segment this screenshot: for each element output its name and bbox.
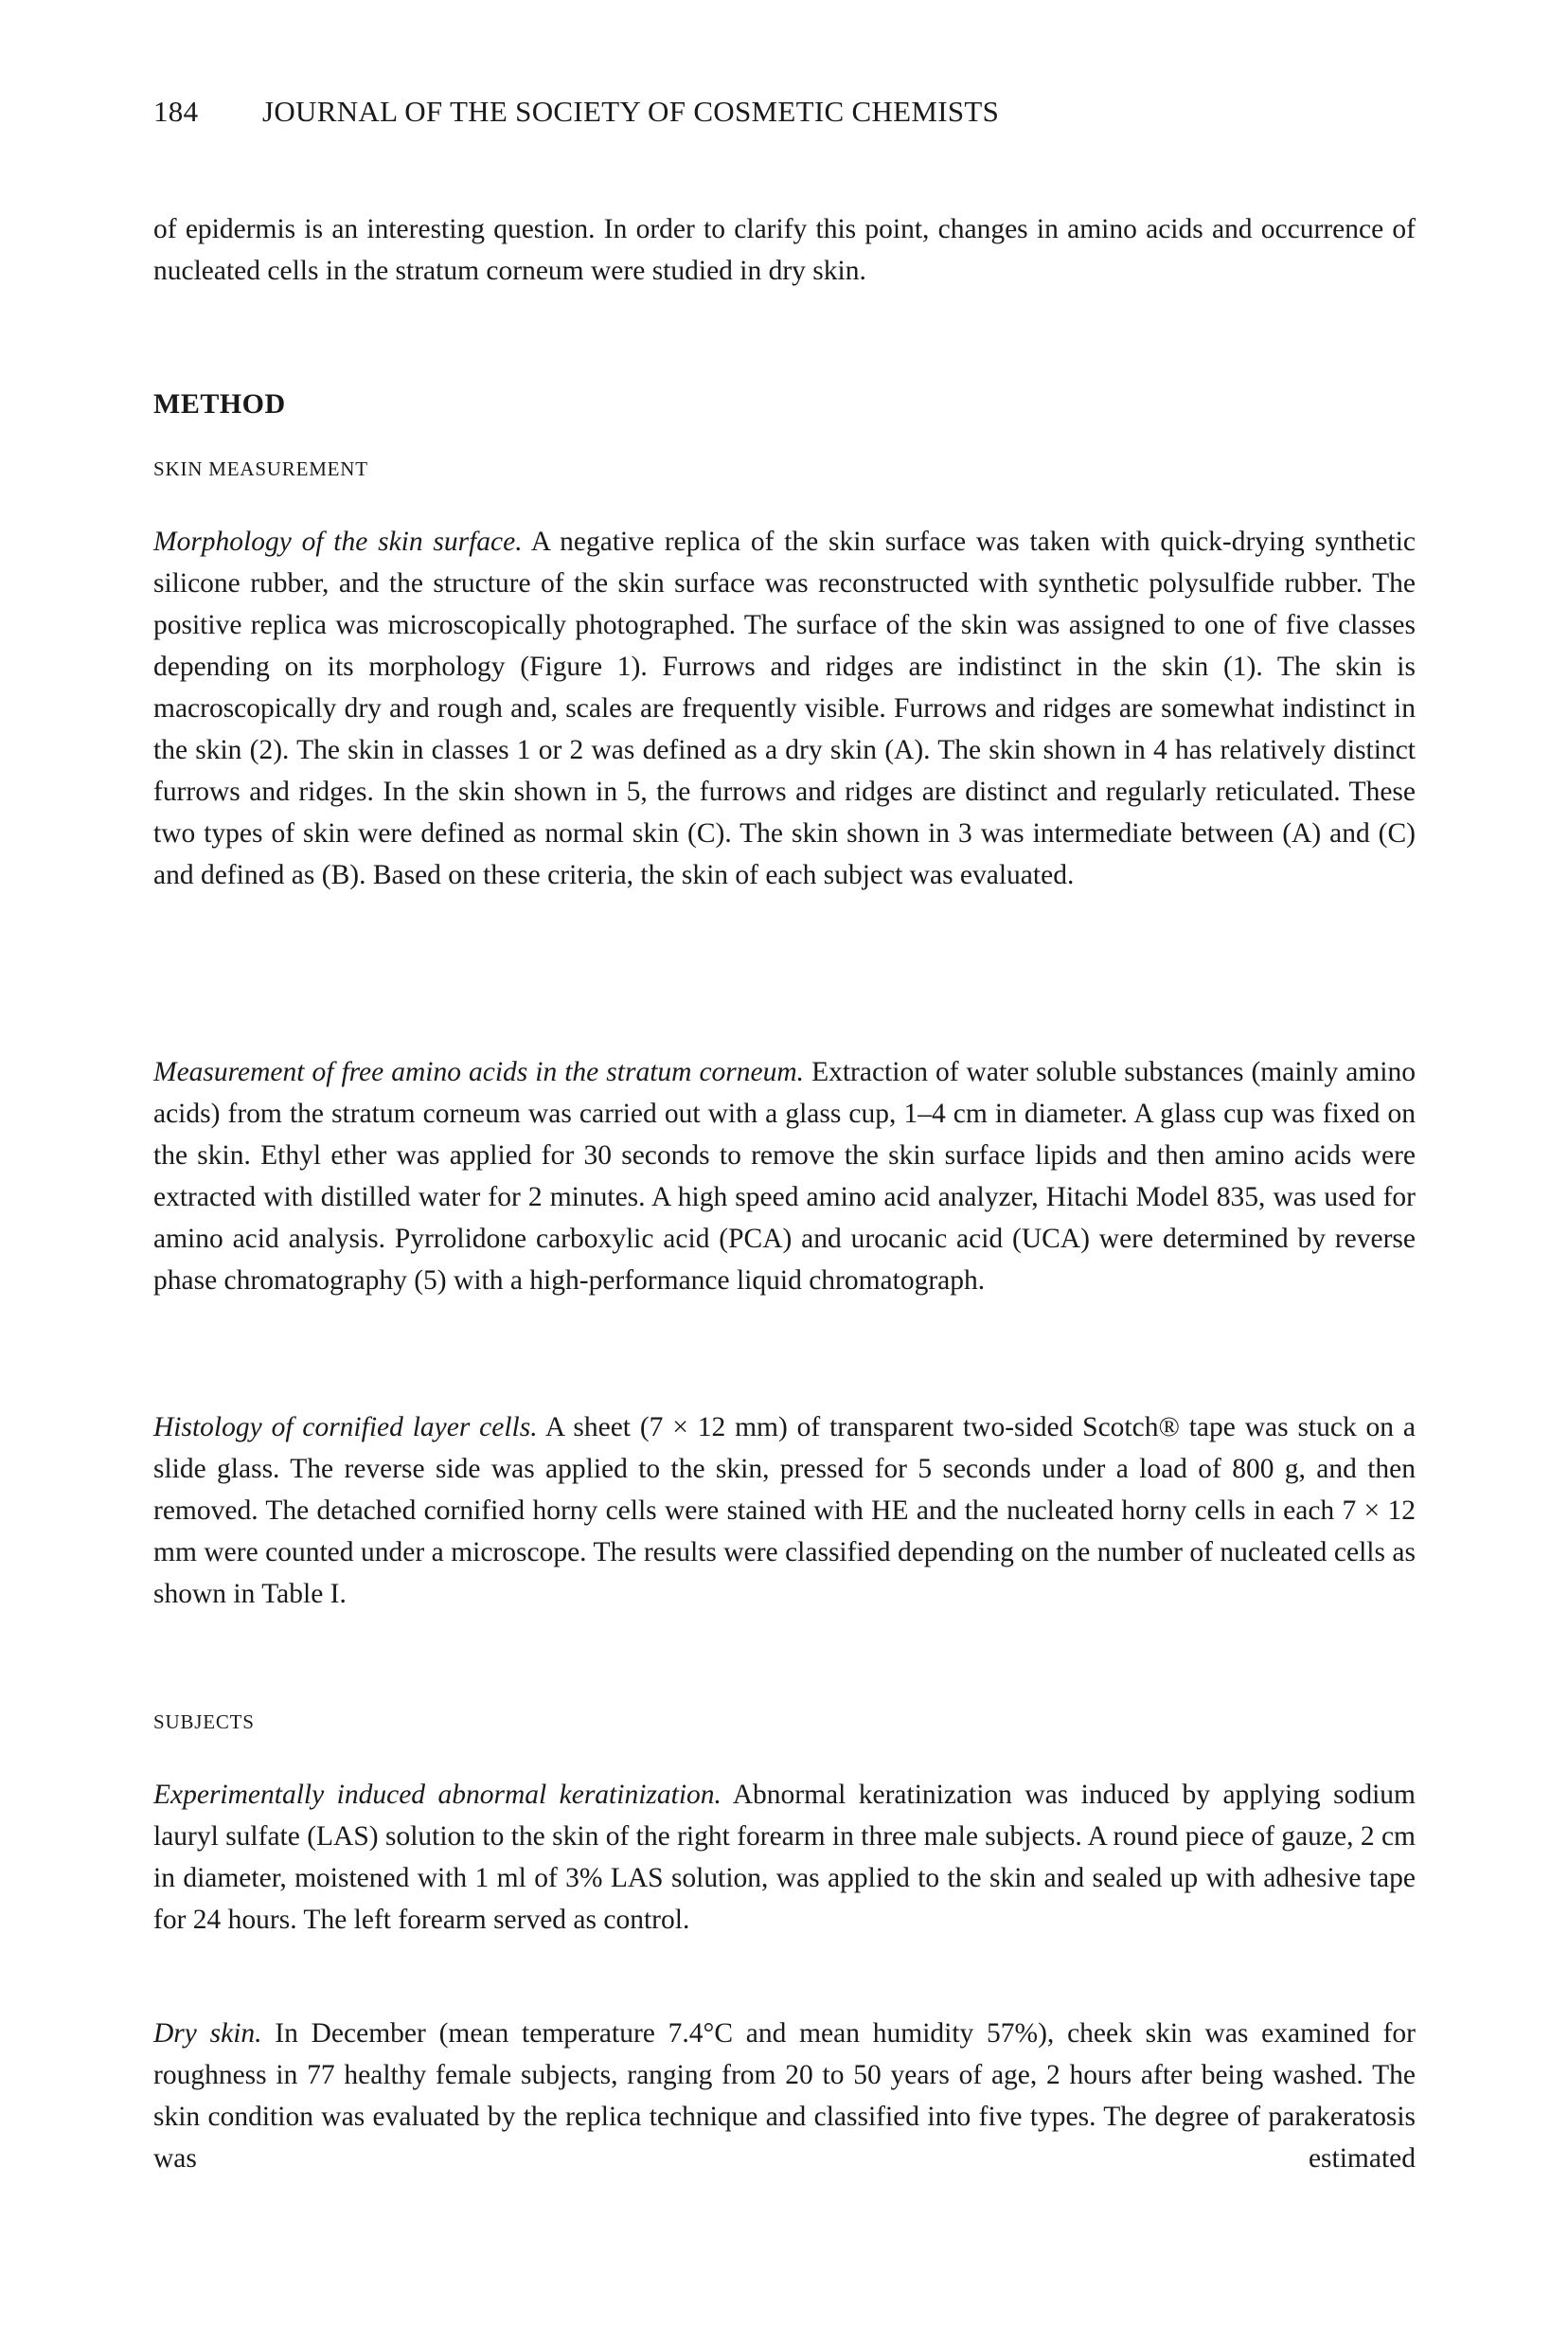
- paragraph-body: In December (mean temperature 7.4°C and mean humidity 57%), cheek skin was examined for roughness in 77 healthy female subjects, ranging from 20 to 50 years of age, 2 hours after being washed. The skin condition was evaluated by the replica technique and classified into five types. The degree of parakeratosis was estimated: [153, 2018, 1416, 2174]
- subsection-heading-skin-measurement: SKIN MEASUREMENT: [153, 457, 368, 480]
- paragraph-body: A sheet (7 × 12 mm) of transparent two-sided Scotch® tape was stuck on a slide glass. The reverse side was applied to the skin, pressed for 5 seconds under a load of 800 g, and then removed. The detached cornified horny cells were stained with HE and the nucleated horny cells in each 7 × 12 mm were counted under a microscope. The results were classified depending on the number of nucleated cells as shown in Table I.: [153, 1412, 1417, 1609]
- paragraph-title: Histology of cornified layer cells.: [153, 1412, 538, 1442]
- paragraph-body: Extraction of water soluble substances (mainly amino acids) from the stratum corneum was carried out with a glass cup, 1–4 cm in diameter. A glass cup was fixed on the skin. Ethyl ether was applied for 30 seconds to remove the skin surface lipids and then amino acids were extracted with distilled water for 2 minutes. A high speed amino acid analyzer, Hitachi Model 835, was used for amino acid analysis. Pyrrolidone carboxylic acid (PCA) and urocanic acid (UCA) were determined by reverse phase chromatography (5) with a high-performance liquid chromatograph.: [153, 1057, 1416, 1296]
- paragraph-title: Dry skin.: [153, 2018, 262, 2049]
- paragraph-induced-keratinization: [153, 1774, 1416, 1941]
- paragraph-histology: [153, 1406, 1416, 1615]
- paragraph-amino-acids: [153, 1051, 1416, 1301]
- journal-title: JOURNAL OF THE SOCIETY OF COSMETIC CHEMISTS: [262, 95, 1000, 128]
- paragraph-morphology: [153, 521, 1416, 896]
- page-number: 184: [153, 95, 199, 128]
- paragraph-body: Abnormal keratinization was induced by applying sodium lauryl sulfate (LAS) solution to the skin of the right forearm in three male subjects. A round piece of gauze, 2 cm in diameter, moistened with 1 ml of 3% LAS solution, was applied to the skin and sealed up with adhesive tape for 24 hours. The left forearm served as control.: [153, 1780, 1416, 1935]
- paragraph-title: Experimentally induced abnormal keratinization.: [153, 1780, 722, 1810]
- paragraph-body: A negative replica of the skin surface was taken with quick-drying synthetic silicone rubber, and the structure of the skin surface was reconstructed with synthetic polysulfide rubber. The positive replica was microscopically photographed. The surface of the skin was assigned to one of five classes depending on its morphology (Figure 1). Furrows and ridges are indistinct in the skin (1). The skin is macroscopically dry and rough and, scales are frequently visible. Furrows and ridges are somewhat indistinct in the skin (2). The skin in classes 1 or 2 was defined as a dry skin (A). The skin shown in 4 has relatively distinct furrows and ridges. In the skin shown in 5, the furrows and ridges are distinct and regularly reticulated. These two types of skin were defined as normal skin (C). The skin shown in 3 was intermediate between (A) and (C) and defined as (B). Based on these criteria, the skin of each subject was evaluated.: [153, 527, 1416, 890]
- paragraph-dry-skin: [153, 2013, 1416, 2179]
- running-head: [153, 95, 1416, 129]
- paragraph-title: Morphology of the skin surface.: [153, 527, 523, 557]
- intro-paragraph: of epidermis is an interesting question. In order to clarify this point, changes in amino acids and occurrence of nucleated cells in the stratum corneum were studied in dry skin.: [153, 214, 1416, 286]
- section-heading-method: METHOD: [153, 388, 286, 420]
- paragraph-title: Measurement of free amino acids in the stratum corneum.: [153, 1057, 805, 1087]
- subsection-heading-subjects: SUBJECTS: [153, 1710, 255, 1733]
